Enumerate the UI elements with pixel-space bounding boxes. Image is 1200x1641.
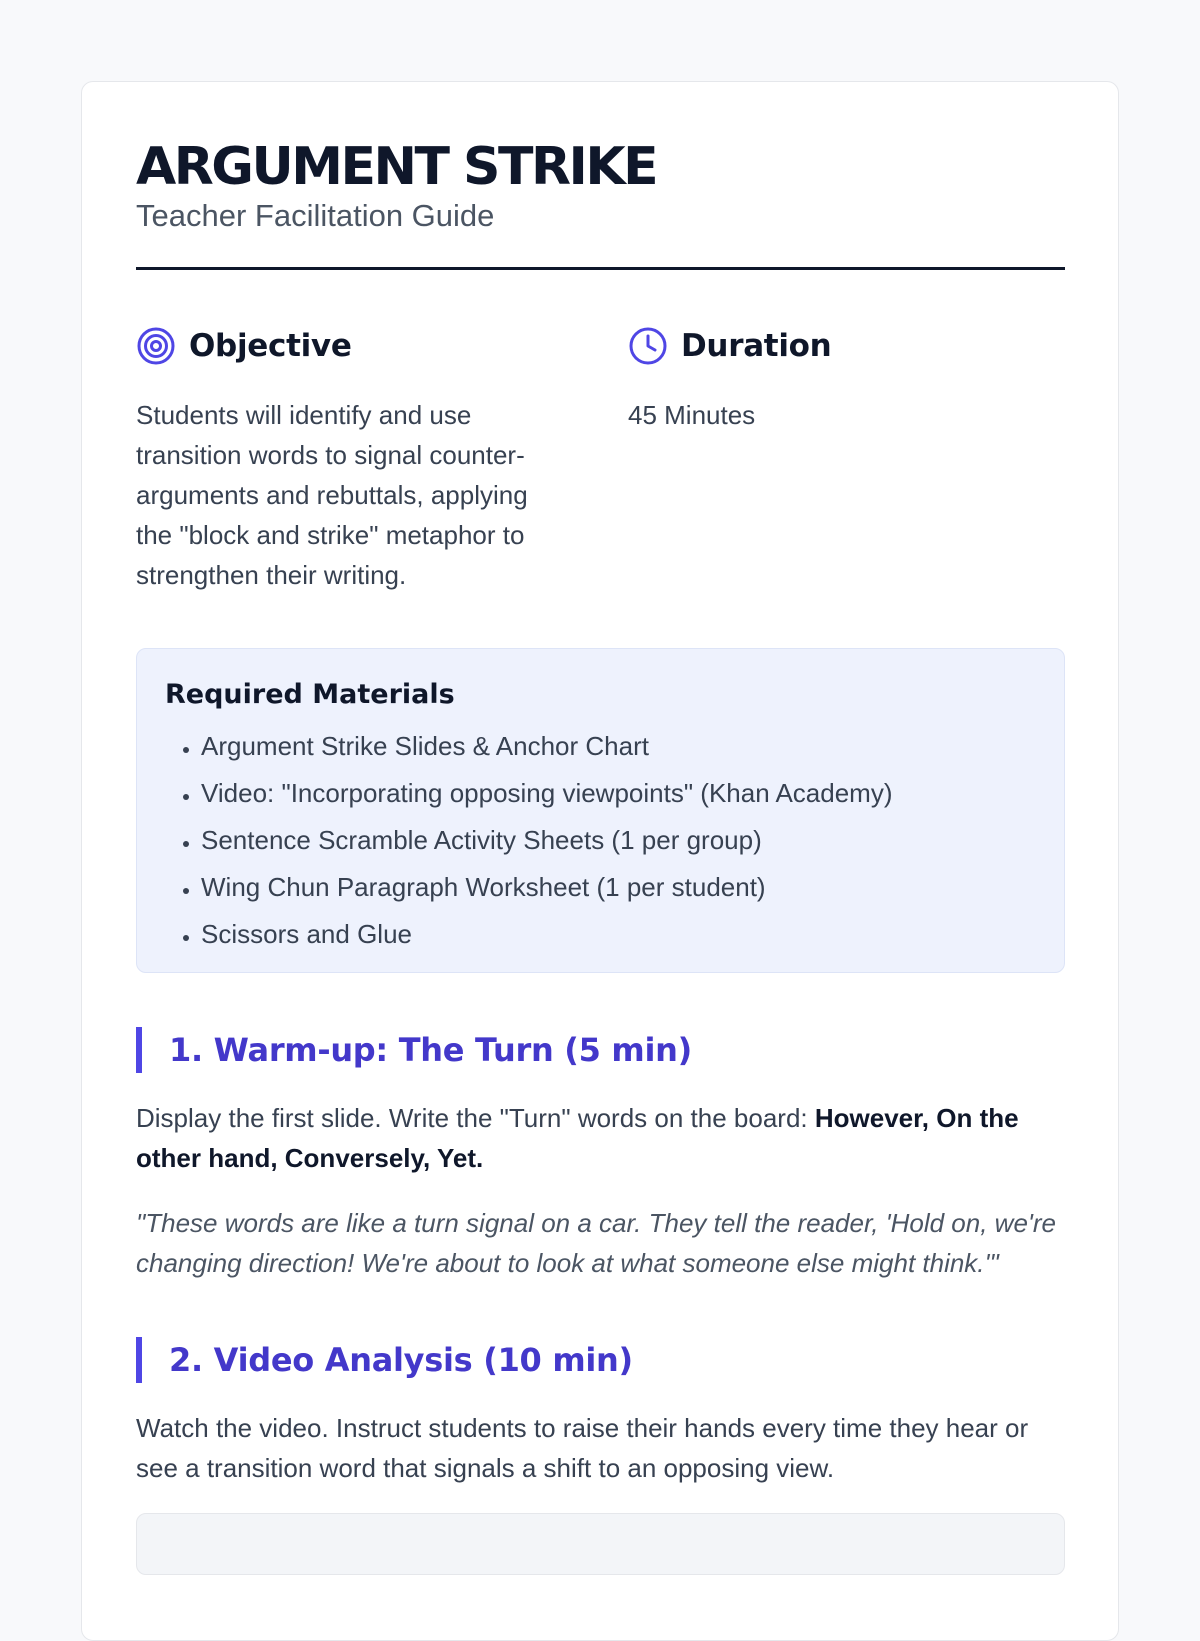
- step-2-text: Watch the video. Instruct students to raise their hands every time they hear or see a transition word that signals a shift to an opposing view.: [136, 1413, 1029, 1483]
- duration-header: [628, 326, 1065, 366]
- duration-text: 45 Minutes: [628, 400, 756, 430]
- duration-heading: Duration: [681, 328, 832, 364]
- list-item: • Sentence Scramble Activity Sheets (1 per group): [201, 817, 1036, 864]
- objective-header: [136, 326, 568, 366]
- turn-words: However, On the other hand, Conversely, Yet.: [136, 1103, 1019, 1173]
- list-item: • Wing Chun Paragraph Worksheet (1 per student): [201, 864, 1036, 911]
- objective-heading: Objective: [189, 328, 352, 364]
- objective-text: Students will identify and use transition words to signal counter-arguments and rebuttals, applying the "block and strike" metaphor to strengthen their writing.: [136, 400, 528, 590]
- title-divider: [136, 267, 1065, 270]
- meta-section: [136, 326, 1065, 595]
- step-1-quote: "These words are like a turn signal on a car. They tell the reader, 'Hold on, we're changing direction! We're about to look at what someone else might think.'": [136, 1208, 1056, 1278]
- list-item: • Scissors and Glue: [201, 911, 1036, 958]
- page-subtitle: Teacher Facilitation Guide: [136, 198, 495, 233]
- clock-icon: [628, 326, 668, 366]
- guide-card: [81, 81, 1119, 1641]
- materials-box: [136, 648, 1065, 973]
- page-title: ARGUMENT STRIKE: [136, 137, 657, 197]
- step-2-header: [136, 1337, 1065, 1383]
- target-icon: [136, 326, 176, 366]
- step-1-text: [136, 1098, 1065, 1178]
- duration-block: [628, 326, 1065, 595]
- materials-heading: Required Materials: [165, 679, 455, 710]
- next-callout-box: [136, 1513, 1065, 1575]
- step-1-heading: 1. Warm-up: The Turn (5 min): [169, 1031, 692, 1069]
- step-1-text-intro: Display the first slide. Write the "Turn" words on the board:: [136, 1103, 815, 1133]
- list-item: • Argument Strike Slides & Anchor Chart: [201, 723, 1036, 770]
- step-2-heading: 2. Video Analysis (10 min): [169, 1341, 633, 1379]
- list-item: • Video: "Incorporating opposing viewpoints" (Khan Academy): [201, 770, 1036, 817]
- step-1-header: [136, 1027, 1065, 1073]
- materials-list: [165, 723, 1036, 958]
- objective-block: [136, 326, 568, 595]
